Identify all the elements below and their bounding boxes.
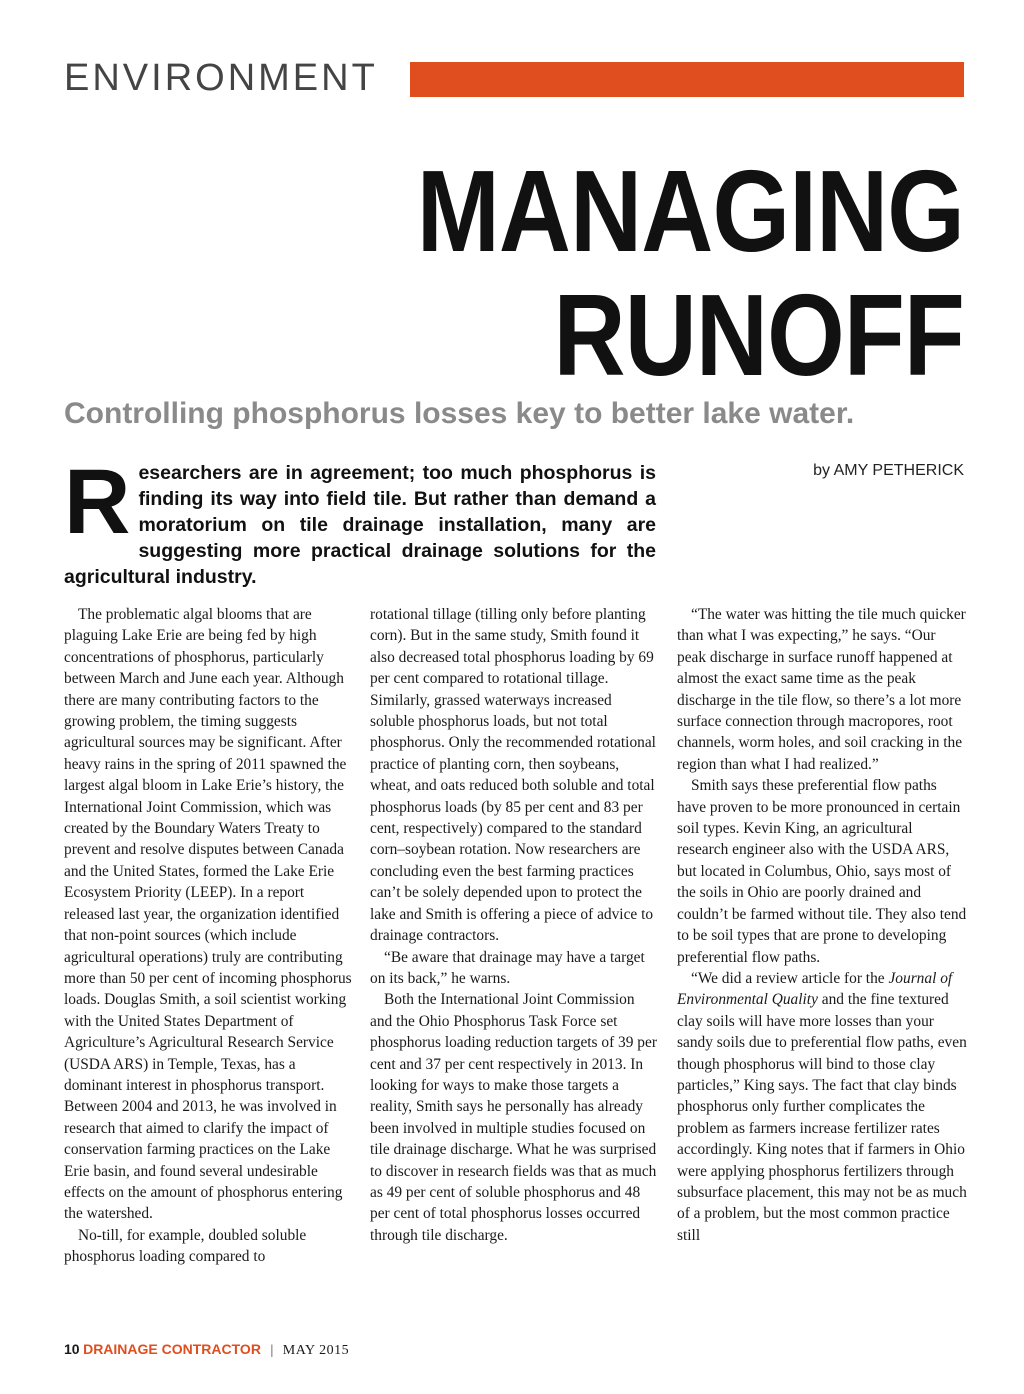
lead-text: esearchers are in agreement; too much phosphorus is finding its way into field tile. But rather than demand a moratorium on tile drainage installation, many are suggesting more practical drainage solutions for the agricultural industry. bbox=[64, 462, 656, 588]
column3-p3-end: and the fine textured clay soils will have more losses than your sandy soils due to preferential flow paths, even though phosphorus will bind to those clay particles,” King says. The fact that clay binds phosphorus only further complicates the problem as farmers increase fertilizer rates accordingly. King notes that if farmers in Ohio were applying phosphorus fertilizers through subsurface placement, this may not be as much of a problem, but the most common practice still bbox=[677, 991, 967, 1244]
byline: by AMY PETHERICK bbox=[813, 462, 964, 479]
magazine-name: DRAINAGE CONTRACTOR bbox=[83, 1341, 261, 1357]
body-column-1 bbox=[64, 604, 354, 1268]
lead-paragraph bbox=[64, 451, 656, 590]
column3-paragraph-3 bbox=[677, 968, 967, 1246]
section-label: ENVIRONMENT bbox=[64, 57, 378, 99]
column2-paragraph-2: “Be aware that drainage may have a target on its back,” he warns. bbox=[370, 948, 645, 987]
section-bar bbox=[410, 62, 964, 97]
deck-subtitle: Controlling phosphorus losses key to better lake water. bbox=[64, 397, 855, 430]
journal-title: Journal of Environmental Quality bbox=[677, 969, 953, 1009]
body-column-3 bbox=[677, 604, 967, 1246]
drop-cap: R bbox=[64, 451, 131, 553]
footer-separator: | bbox=[270, 1343, 274, 1358]
column3-paragraph-2: Smith says these preferential flow paths have proven to be more pronounced in certain soil types. Kevin King, an agricultural research engineer also with the USDA ARS, but located in Columbus, Ohio, says most of the soils in Ohio are poorly drained and couldn’t be farmed without tile. They also tend to be soil types that are prone to developing preferential flow paths. bbox=[677, 777, 967, 966]
headline-line1: MANAGING bbox=[416, 146, 964, 276]
headline-line2: RUNOFF bbox=[553, 270, 964, 400]
issue-date: MAY 2015 bbox=[282, 1343, 350, 1358]
column1-paragraph-2: No-till, for example, doubled soluble phosphorus loading compared to bbox=[64, 1226, 307, 1266]
column3-p3-start: “We did a review article for the bbox=[691, 969, 889, 987]
page-number: 10 bbox=[64, 1341, 80, 1357]
column1-paragraph-1: The problematic algal blooms that are plaguing Lake Erie are being fed by high concentrations of phosphorus, particularly between March and June each year. Although there are many contributing factors to the growing problem, the timing suggests agricultural sources may be significant. After heavy rains in the spring of 2011 spawned the largest algal bloom in Lake Erie’s history, the International Joint Commission, which was created by the Boundary Waters Treaty to prevent and resolve disputes between Canada and the United States, formed the Lake Erie Ecosystem Priority (LEEP). In a report released last year, the organization identified that non-point sources (which include agricultural operations) truly are contributing more than 50 per cent of incoming phosphorus loads. Douglas Smith, a soil scientist working with the United States Department of Agriculture’s Agricultural Research Service (USDA ARS) in Temple, Texas, has a dominant interest in phosphorus transport. Between 2004 and 2013, he was involved in research that aimed to clarify the impact of conservation farming practices on the Lake Erie basin, and found several undesirable effects on the amount of phosphorus entering the watershed. bbox=[64, 606, 352, 1223]
column2-paragraph-3: Both the International Joint Commission and the Ohio Phosphorus Task Force set phosphorus loading reduction targets of 39 per cent and 37 per cent respectively in 2013. In looking for ways to make those targets a reality, Smith says he personally has already been involved in multiple studies focused on tile drainage discharge. What he was surprised to discover in research fields was that as much as 49 per cent of soluble phosphorus and 48 per cent of total phosphorus losses occurred through tile discharge. bbox=[370, 991, 657, 1244]
body-column-2 bbox=[370, 604, 660, 1246]
column3-paragraph-1: “The water was hitting the tile much quicker than what I was expecting,” he says. “Our peak discharge in surface runoff happened at almost the exact same time as the peak discharge in the tile flow, so there’s a lot more surface connection through macropores, root channels, worm holes, and soil cracking in the region than what I had realized.” bbox=[677, 606, 966, 773]
column2-paragraph-1: rotational tillage (tilling only before planting corn). But in the same study, Smith found it also decreased total phosphorus loading by 69 per cent compared to rotational tillage. Similarly, grassed waterways increased soluble phosphorus loads, but not total phosphorus. Only the recommended rotational practice of planting corn, then soybeans, wheat, and oats reduced both soluble and total phosphorus loads (by 85 per cent and 83 per cent, respectively) compared to the standard corn–soybean rotation. Now researchers are concluding even the best farming practices can’t be solely depended upon to protect the lake and Smith is offering a piece of advice to drainage contractors. bbox=[370, 606, 656, 945]
page-footer bbox=[64, 1340, 349, 1360]
